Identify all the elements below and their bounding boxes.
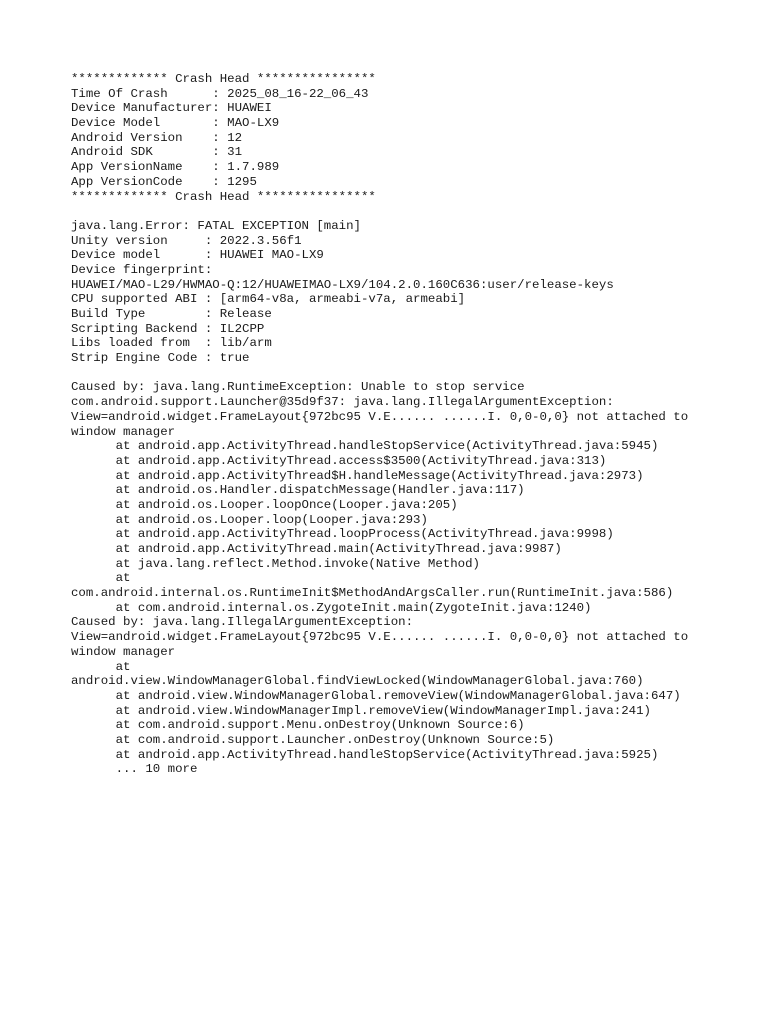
cpu-abi-line: CPU supported ABI : [arm64-v8a, armeabi-v7a, armeabi]	[71, 292, 466, 307]
stack-frame: at android.os.Handler.dispatchMessage(Handler.java:117)	[71, 483, 525, 498]
exception-message-line: View=android.widget.FrameLayout{972bc95 V.E...... ......I. 0,0-0,0} not attached to	[71, 409, 689, 424]
stack-frame: at com.android.support.Launcher.onDestroy(Unknown Source:5)	[71, 732, 555, 747]
build-type-line: Build Type : Release	[71, 307, 272, 321]
stack-frame: at com.android.internal.os.ZygoteInit.main(ZygoteInit.java:1240)	[71, 600, 592, 615]
exception-message-line: window manager	[71, 644, 176, 659]
stack-frame: at	[71, 571, 131, 586]
blank-line	[71, 204, 751, 219]
blank-line	[71, 366, 751, 381]
device-manufacturer-line: Device Manufacturer: HUAWEI	[71, 101, 272, 116]
crash-head-banner: ************* Crash Head ****************	[71, 189, 376, 204]
stack-frame: at android.app.ActivityThread.handleStopService(ActivityThread.java:5945)	[71, 439, 659, 454]
exception-message-line: com.android.support.Launcher@35d9f37: java.lang.IllegalArgumentException:	[71, 395, 614, 410]
stack-frame: at android.os.Looper.loopOnce(Looper.java:205)	[71, 497, 458, 512]
more-frames-line: ... 10 more	[71, 762, 198, 777]
libs-loaded-line: Libs loaded from : lib/arm	[71, 336, 272, 351]
stack-frame: android.view.WindowManagerGlobal.findViewLocked(WindowManagerGlobal.java:760)	[71, 674, 644, 689]
android-version-line: Android Version : 12	[71, 130, 243, 145]
stack-frame: at android.app.ActivityThread.main(ActivityThread.java:9987)	[71, 542, 562, 556]
stack-frame: at android.view.WindowManagerGlobal.removeView(WindowManagerGlobal.java:647)	[71, 688, 681, 703]
device-fingerprint-value: HUAWEI/MAO-L29/HWMAO-Q:12/HUAWEIMAO-LX9/104.2.0.160C636:user/release-keys	[71, 277, 614, 292]
caused-by-line: Caused by: java.lang.IllegalArgumentException:	[71, 615, 414, 630]
stack-frame: at com.android.support.Menu.onDestroy(Unknown Source:6)	[71, 718, 525, 733]
android-sdk-line: Android SDK : 31	[71, 145, 243, 160]
stack-frame: at android.app.ActivityThread.handleStopService(ActivityThread.java:5925)	[71, 747, 659, 762]
fatal-exception-line: java.lang.Error: FATAL EXCEPTION [main]	[71, 218, 361, 233]
app-version-code-line: App VersionCode : 1295	[71, 174, 257, 189]
app-version-name-line: App VersionName : 1.7.989	[71, 160, 280, 175]
stack-frame: at	[71, 659, 131, 674]
unity-version-line: Unity version : 2022.3.56f1	[71, 233, 302, 248]
stack-frame: at android.app.ActivityThread.loopProcess(ActivityThread.java:9998)	[71, 527, 614, 542]
device-model-line: Device Model : MAO-LX9	[71, 116, 280, 131]
caused-by-line: Caused by: java.lang.RuntimeException: Unable to stop service	[71, 380, 525, 395]
stack-frame: at java.lang.reflect.Method.invoke(Native Method)	[71, 556, 480, 571]
stack-frame: at android.view.WindowManagerImpl.removeView(WindowManagerImpl.java:241)	[71, 703, 651, 718]
device-fingerprint-label: Device fingerprint:	[71, 262, 213, 277]
crash-head-banner: ************* Crash Head ****************	[71, 72, 376, 86]
stack-frame: com.android.internal.os.RuntimeInit$MethodAndArgsCaller.run(RuntimeInit.java:586)	[71, 586, 674, 601]
crash-log-document	[71, 72, 751, 777]
stack-frame: at android.os.Looper.loop(Looper.java:293)	[71, 512, 428, 527]
exception-message-line: window manager	[71, 424, 176, 439]
scripting-backend-line: Scripting Backend : IL2CPP	[71, 321, 265, 336]
device-model-line: Device model : HUAWEI MAO-LX9	[71, 248, 324, 263]
stack-frame: at android.app.ActivityThread.access$3500(ActivityThread.java:313)	[71, 453, 607, 468]
stack-frame: at android.app.ActivityThread$H.handleMessage(ActivityThread.java:2973)	[71, 468, 644, 483]
time-of-crash-line: Time Of Crash : 2025_08_16-22_06_43	[71, 86, 369, 101]
exception-message-line: View=android.widget.FrameLayout{972bc95 V.E...... ......I. 0,0-0,0} not attached to	[71, 630, 689, 645]
strip-engine-code-line: Strip Engine Code : true	[71, 351, 250, 366]
